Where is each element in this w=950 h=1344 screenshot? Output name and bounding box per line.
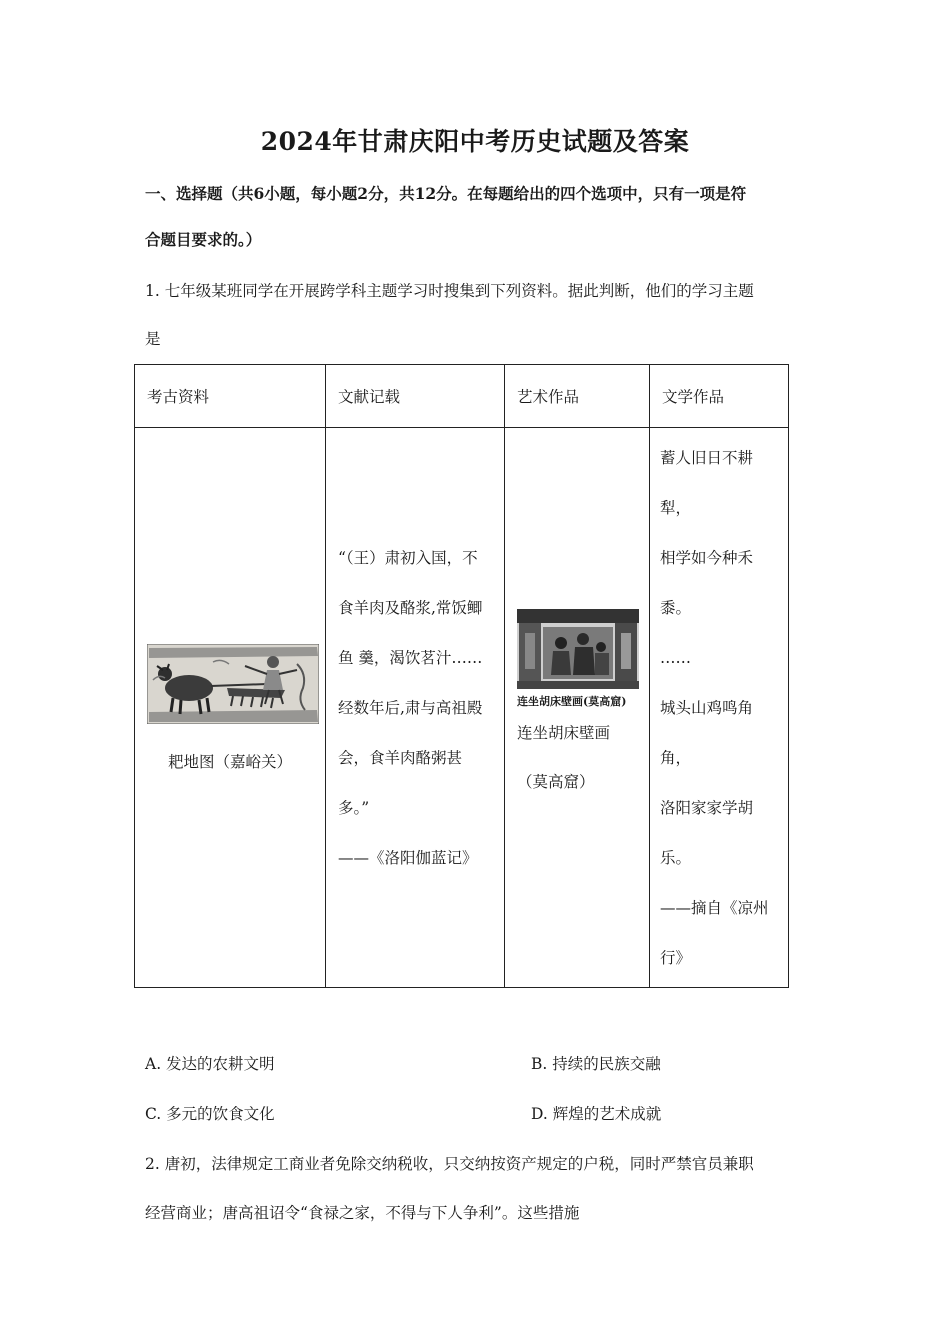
- document-line: 经数年后,肃与高祖殿: [338, 698, 483, 717]
- artwork-caption-line: 连坐胡床壁画: [517, 723, 611, 742]
- question-1-stem-line2: 是: [145, 330, 161, 348]
- archaeology-caption: 耙地图（嘉峪关）: [167, 752, 292, 771]
- question-2-stem-line2: 经营商业；唐高祖诏令“食禄之家，不得与下人争利”。这些措施: [145, 1204, 580, 1222]
- option-a[interactable]: A. 发达的农耕文明: [145, 1055, 275, 1073]
- document-line: “（王）肃初入国，不: [338, 548, 478, 567]
- document-line: 鱼 羹，渴饮茗汁……: [338, 648, 483, 667]
- header-literature: 文学作品: [650, 365, 789, 428]
- cell-documents: [326, 428, 505, 988]
- section-heading-line2: 合题目要求的。）: [145, 230, 262, 249]
- poem-source: 行》: [660, 948, 692, 967]
- mural-image-label: 连坐胡床壁画(莫高窟): [517, 694, 627, 708]
- murals-image: [517, 609, 639, 689]
- poem-line: 相学如今种禾: [660, 548, 754, 567]
- document-line: 多。”: [338, 798, 370, 817]
- header-documents: 文献记载: [326, 365, 505, 428]
- poem-line: 角，: [660, 748, 692, 767]
- poem-line: ……: [660, 648, 691, 667]
- section-heading-line1: 一、选择题（共6小题，每小题2分，共12分。在每题给出的四个选项中，只有一项是符: [145, 184, 747, 203]
- option-d[interactable]: D. 辉煌的艺术成就: [531, 1105, 662, 1123]
- page-title: 2024年甘肃庆阳中考历史试题及答案: [260, 127, 690, 156]
- document-line: 会，食羊肉酪粥甚: [338, 748, 463, 767]
- table-content-row: [135, 428, 789, 988]
- cell-literature: [650, 428, 789, 988]
- cell-archaeology: [135, 428, 326, 988]
- option-b[interactable]: B. 持续的民族交融: [531, 1055, 661, 1073]
- document-line: 食羊肉及酪浆,常饭鲫: [338, 598, 483, 617]
- plowing-mural-image: [147, 644, 319, 724]
- option-c[interactable]: C. 多元的饮食文化: [145, 1105, 275, 1123]
- question-1-stem-line1: 1. 七年级某班同学在开展跨学科主题学习时搜集到下列资料。据此判断，他们的学习主题: [145, 282, 754, 300]
- document-source: ——《洛阳伽蓝记》: [338, 848, 478, 867]
- artwork-caption-line: （莫高窟）: [517, 772, 595, 791]
- poem-line: 蓄人旧日不耕: [660, 448, 754, 467]
- poem-line: 犁，: [660, 498, 692, 517]
- poem-line: 城头山鸡鸣角: [660, 698, 754, 717]
- header-artworks: 艺术作品: [505, 365, 650, 428]
- poem-line: 乐。: [660, 848, 692, 867]
- poem-line: 洛阳家家学胡: [660, 798, 754, 817]
- poem-line: 黍。: [660, 598, 692, 617]
- cell-artworks: [505, 428, 650, 988]
- header-archaeology: 考古资料: [135, 365, 326, 428]
- materials-table: [134, 364, 789, 988]
- table-header-row: [135, 365, 789, 428]
- poem-source: ——摘自《凉州: [660, 898, 769, 917]
- question-2-stem-line1: 2. 唐初，法律规定工商业者免除交纳税收，只交纳按资产规定的户税，同时严禁官员兼职: [145, 1155, 754, 1173]
